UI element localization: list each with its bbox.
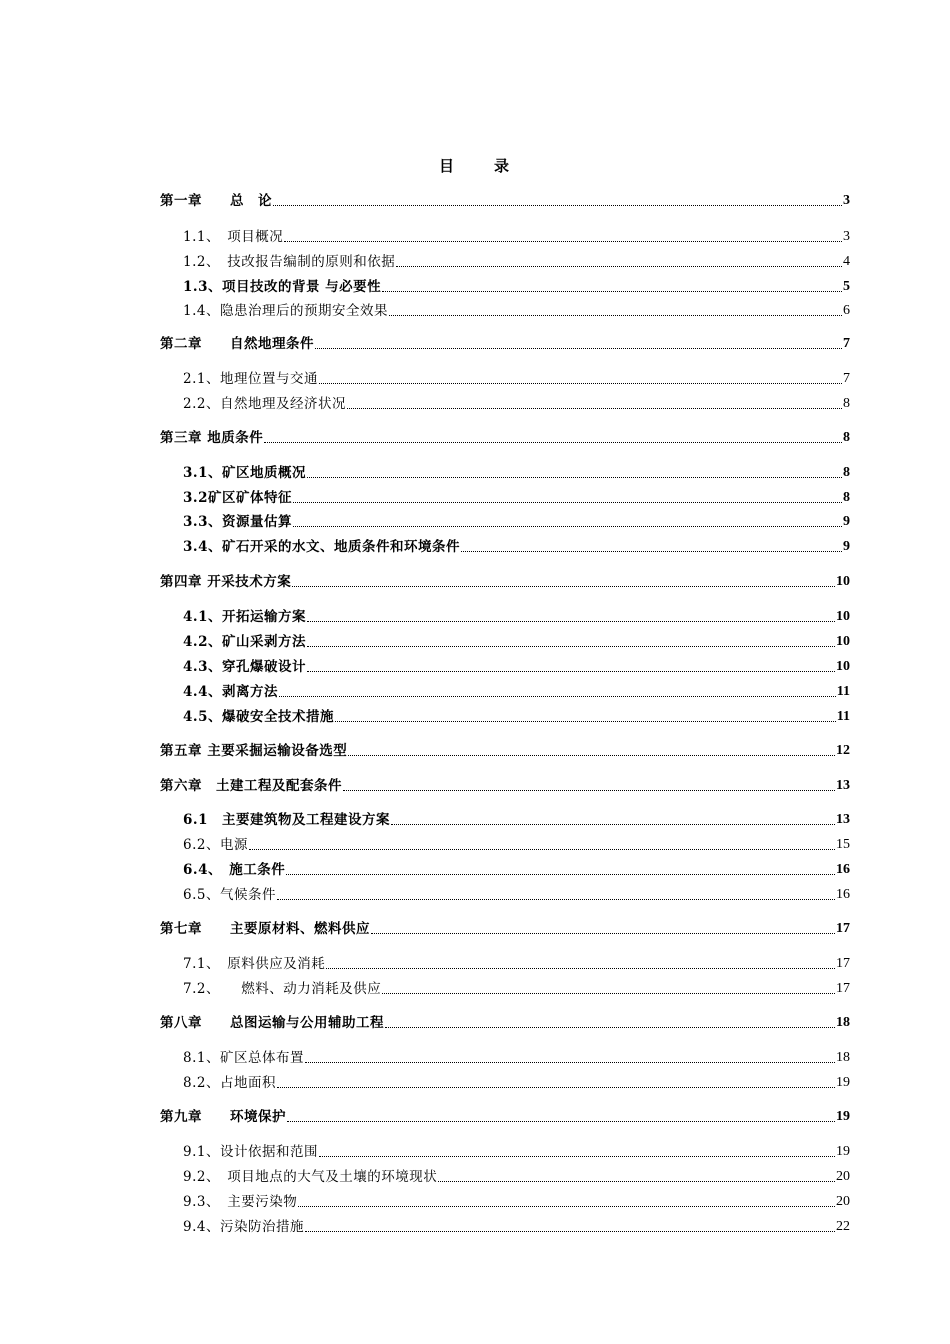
toc-section-entry[interactable] [183, 300, 850, 320]
dot-leader [347, 408, 842, 409]
toc-page-number: 3 [843, 229, 850, 244]
dot-leader [249, 849, 835, 850]
toc-entry-title: 4.2、矿山采剥方法 [183, 634, 306, 650]
toc-section-entry[interactable] [183, 656, 850, 676]
dot-leader [319, 1156, 835, 1157]
toc-page-number: 18 [836, 1050, 850, 1065]
toc-section-entry[interactable] [183, 1072, 850, 1092]
toc-section-entry[interactable] [183, 462, 850, 482]
dot-leader [264, 442, 842, 443]
toc-entry-title: 8.2、占地面积 [183, 1075, 276, 1091]
dot-leader [335, 721, 836, 722]
dot-leader [307, 477, 842, 478]
dot-leader [326, 968, 835, 969]
toc-entry-title: 2.1、地理位置与交通 [183, 371, 318, 387]
dot-leader [385, 1027, 835, 1028]
toc-page-number: 18 [836, 1015, 850, 1030]
toc-entry-title: 9.3、 主要污染物 [183, 1194, 298, 1210]
toc-section-entry[interactable] [183, 1141, 850, 1161]
toc-section-entry[interactable] [183, 606, 850, 626]
toc-page-number: 10 [836, 634, 850, 649]
toc-entry-title: 3.1、矿区地质概况 [183, 465, 306, 481]
dot-leader [277, 899, 835, 900]
toc-page-number: 6 [843, 303, 850, 318]
toc-page-number: 22 [836, 1219, 850, 1234]
toc-section-entry[interactable] [183, 953, 850, 973]
toc-title-left: 目 [438, 157, 456, 175]
toc-page-number: 19 [836, 1109, 850, 1124]
dot-leader [293, 502, 842, 503]
toc-section-entry[interactable] [183, 393, 850, 413]
toc-section-entry[interactable] [183, 706, 850, 726]
toc-page-number: 9 [843, 539, 850, 554]
toc-page-number: 13 [836, 812, 850, 827]
toc-page-number: 3 [843, 193, 850, 208]
toc-section-entry[interactable] [183, 487, 850, 507]
dot-leader [389, 315, 842, 316]
toc-entry-title: 6.2、电源 [183, 837, 248, 853]
dot-leader [298, 1206, 835, 1207]
dot-leader [307, 671, 835, 672]
toc-section-entry[interactable] [183, 834, 850, 854]
dot-leader [307, 646, 835, 647]
toc-page-number: 13 [836, 778, 850, 793]
dot-leader [371, 933, 835, 934]
dot-leader [315, 348, 842, 349]
toc-entry-title: 第七章 主要原材料、燃料供应 [160, 921, 370, 937]
toc-page-number: 7 [843, 336, 850, 351]
toc-entry-title: 4.4、剥离方法 [183, 684, 278, 700]
toc-entry-title: 1.4、隐患治理后的预期安全效果 [183, 303, 388, 319]
toc-entry-title: 7.2、 燃料、动力消耗及供应 [183, 981, 382, 997]
dot-leader [277, 1087, 835, 1088]
toc-chapter-entry[interactable] [160, 740, 850, 760]
toc-page-number: 17 [836, 921, 850, 936]
dot-leader [305, 1062, 835, 1063]
toc-page-number: 16 [836, 887, 850, 902]
toc-entry-title: 1.2、 技改报告编制的原则和依据 [183, 254, 396, 270]
toc-section-entry[interactable] [183, 226, 850, 246]
dot-leader [287, 1121, 835, 1122]
dot-leader [307, 621, 835, 622]
dot-leader [382, 291, 842, 292]
toc-chapter-entry[interactable] [160, 918, 850, 938]
toc-page-number: 8 [843, 396, 850, 411]
toc-entry-title: 4.5、爆破安全技术措施 [183, 709, 334, 725]
toc-chapter-entry[interactable] [160, 571, 850, 591]
toc-entry-title: 第五章 主要采掘运输设备选型 [160, 743, 348, 759]
dot-leader [348, 755, 835, 756]
dot-leader [391, 824, 835, 825]
dot-leader [319, 383, 842, 384]
toc-entry-title: 9.4、污染防治措施 [183, 1219, 304, 1235]
toc-section-entry[interactable] [183, 809, 850, 829]
toc-title-right: 录 [494, 157, 512, 175]
toc-section-entry[interactable] [183, 1216, 850, 1236]
toc-entry-title: 第一章 总 论 [160, 193, 272, 209]
dot-leader [286, 874, 835, 875]
toc-page-number: 5 [843, 279, 850, 294]
toc-page-number: 15 [836, 837, 850, 852]
toc-chapter-entry[interactable] [160, 1106, 850, 1126]
toc-page-number: 11 [836, 684, 850, 699]
toc-page-number: 10 [836, 574, 850, 589]
dot-leader [305, 1231, 835, 1232]
dot-leader [396, 266, 842, 267]
toc-entry-title: 4.3、穿孔爆破设计 [183, 659, 306, 675]
dot-leader [382, 993, 835, 994]
toc-section-entry[interactable] [183, 251, 850, 271]
toc-section-entry[interactable] [183, 1191, 850, 1211]
dot-leader [293, 526, 842, 527]
toc-section-entry[interactable] [183, 884, 850, 904]
toc-page-number: 17 [836, 956, 850, 971]
toc-page-number: 11 [836, 709, 850, 724]
toc-page-number: 20 [836, 1194, 850, 1209]
toc-entry-title: 3.3、资源量估算 [183, 514, 292, 530]
dot-leader [461, 551, 842, 552]
toc-entry-title: 9.2、 项目地点的大气及土壤的环境现状 [183, 1169, 438, 1185]
toc-entry-title: 2.2、自然地理及经济状况 [183, 396, 346, 412]
toc-entry-title: 1.3、项目技改的背景 与必要性 [183, 279, 382, 295]
toc-entry-title: 第四章 开采技术方案 [160, 574, 292, 590]
toc-chapter-entry[interactable] [160, 427, 850, 447]
toc-page-number: 8 [843, 465, 850, 480]
toc-page-number: 16 [836, 862, 850, 877]
toc-title [0, 155, 950, 176]
toc-entry-title: 7.1、 原料供应及消耗 [183, 956, 326, 972]
toc-entry-title: 6.4、 施工条件 [183, 862, 286, 878]
dot-leader [343, 790, 835, 791]
toc-entry-title: 第三章 地质条件 [160, 430, 264, 446]
dot-leader [279, 696, 836, 697]
dot-leader [273, 205, 842, 206]
toc-page-number: 17 [836, 981, 850, 996]
toc-chapter-entry[interactable] [160, 333, 850, 353]
toc-entry-title: 8.1、矿区总体布置 [183, 1050, 304, 1066]
toc-entry-title: 第二章 自然地理条件 [160, 336, 314, 352]
toc-page-number: 4 [843, 254, 850, 269]
toc-page-number: 7 [843, 371, 850, 386]
toc-page-number: 8 [843, 490, 850, 505]
toc-entry-title: 第八章 总图运输与公用辅助工程 [160, 1015, 384, 1031]
toc-section-entry[interactable] [183, 276, 850, 296]
toc-page-number: 19 [836, 1075, 850, 1090]
toc-page-number: 19 [836, 1144, 850, 1159]
toc-page-number: 20 [836, 1169, 850, 1184]
toc-page-number: 9 [843, 514, 850, 529]
dot-leader [438, 1181, 835, 1182]
dot-leader [292, 586, 835, 587]
toc-section-entry[interactable] [183, 1047, 850, 1067]
toc-page-number: 10 [836, 659, 850, 674]
toc-entry-title: 6.1 主要建筑物及工程建设方案 [183, 812, 390, 828]
toc-chapter-entry[interactable] [160, 775, 850, 795]
toc-section-entry[interactable] [183, 536, 850, 556]
toc-page-number: 8 [843, 430, 850, 445]
toc-section-entry[interactable] [183, 978, 850, 998]
toc-page-number: 12 [836, 743, 850, 758]
toc-entry-title: 3.4、矿石开采的水文、地质条件和环境条件 [183, 539, 460, 555]
toc-entry-title: 4.1、开拓运输方案 [183, 609, 306, 625]
toc-chapter-entry[interactable] [160, 190, 850, 210]
toc-entry-title: 3.2矿区矿体特征 [183, 490, 292, 506]
toc-chapter-entry[interactable] [160, 1012, 850, 1032]
toc-entry-title: 1.1、 项目概况 [183, 229, 284, 245]
dot-leader [284, 241, 842, 242]
toc-section-entry[interactable] [183, 631, 850, 651]
toc-section-entry[interactable] [183, 1166, 850, 1186]
toc-page-number: 10 [836, 609, 850, 624]
toc-entry-title: 9.1、设计依据和范围 [183, 1144, 318, 1160]
toc-section-entry[interactable] [183, 511, 850, 531]
toc-entry-title: 6.5、气候条件 [183, 887, 276, 903]
toc-section-entry[interactable] [183, 859, 850, 879]
toc-section-entry[interactable] [183, 368, 850, 388]
toc-entry-title: 第九章 环境保护 [160, 1109, 286, 1125]
toc-section-entry[interactable] [183, 681, 850, 701]
toc-entry-title: 第六章 土建工程及配套条件 [160, 778, 342, 794]
